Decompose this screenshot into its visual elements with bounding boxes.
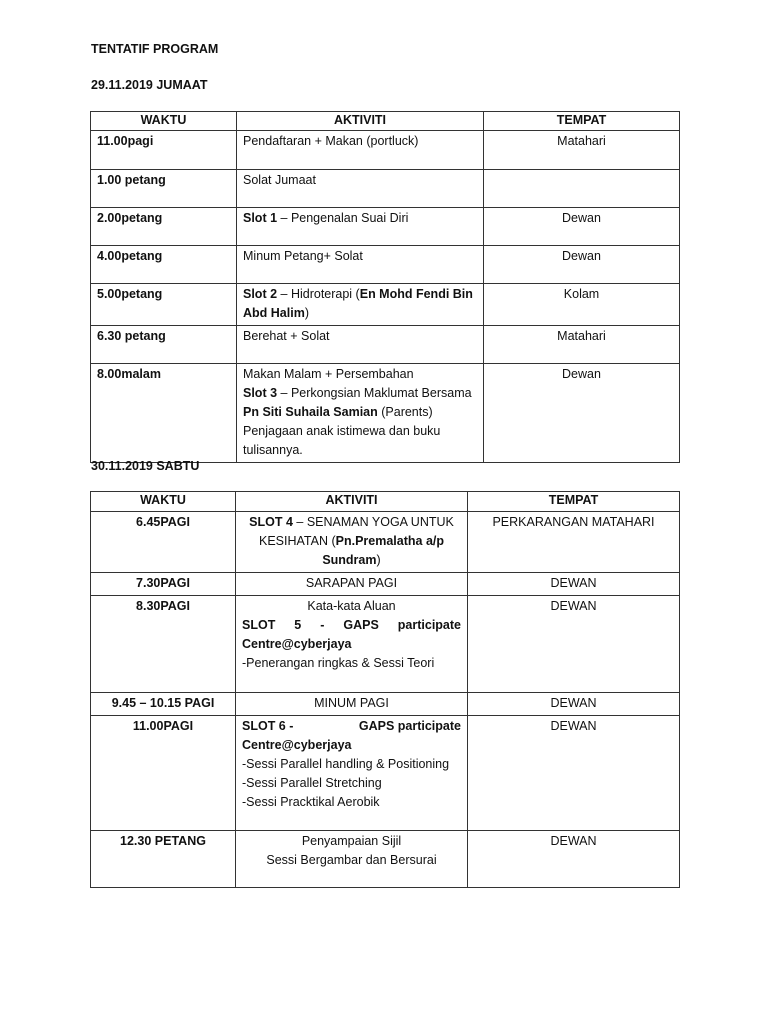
cell-aktiviti: SARAPAN PAGI [236,573,468,596]
header-tempat: TEMPAT [484,112,680,131]
cell-tempat: DEWAN [468,573,680,596]
cell-tempat: Matahari [484,131,680,170]
table-row [91,284,680,326]
cell-aktiviti [237,284,484,326]
table-row [91,246,680,284]
cell-tempat: DEWAN [468,596,680,693]
cell-waktu: 12.30 PETANG [91,831,236,888]
header-waktu: WAKTU [91,492,236,512]
cell-aktiviti [236,831,468,888]
cell-waktu: 11.00PAGI [91,716,236,831]
cell-aktiviti [237,208,484,246]
cell-tempat: Matahari [484,326,680,364]
slot-number: SLOT 6 - [242,719,294,733]
cell-waktu: 2.00petang [91,208,237,246]
header-aktiviti: AKTIVITI [237,112,484,131]
slot-venue: Centre@cyberjaya [242,738,352,752]
cell-aktiviti: Solat Jumaat [237,170,484,208]
slot-label: SLOT 4 [249,515,293,529]
cell-tempat: DEWAN [468,693,680,716]
day2-schedule-table [90,491,680,888]
slot-label: Slot 3 [243,386,278,400]
cell-tempat: PERKARANGAN MATAHARI [468,512,680,573]
cell-aktiviti [236,716,468,831]
activity-text: (Parents) Penjagaan anak istimewa dan buku tulisannya. [243,405,441,457]
table-row [91,512,680,573]
activity-text: – Perkongsian Maklumat Bersama [277,386,472,400]
document-title: TENTATIF PROGRAM [91,42,219,56]
table-row [91,208,680,246]
cell-tempat: DEWAN [468,716,680,831]
table-row [91,693,680,716]
cell-tempat: DEWAN [468,831,680,888]
cell-aktiviti [237,364,484,463]
activity-detail: -Sessi Parallel Stretching [242,776,382,790]
activity-detail: -Sessi Pracktikal Aerobik [242,795,380,809]
cell-aktiviti: Minum Petang+ Solat [237,246,484,284]
slot-label: Slot 1 [243,211,278,225]
slot-label [242,717,461,736]
activity-line: Sessi Bergambar dan Bersurai [266,853,437,867]
day2-heading: 30.11.2019 SABTU [91,459,200,473]
table-row [91,596,680,693]
cell-waktu: 5.00petang [91,284,237,326]
table-row [91,131,680,170]
table-header-row [91,492,680,512]
activity-detail: -Sessi Parallel handling & Positioning [242,757,450,771]
activity-text: – SENAMAN YOGA UNTUK KESIHATAN ( [258,515,454,548]
activity-text: – Hidroterapi ( [277,287,360,301]
cell-tempat: Kolam [484,284,680,326]
cell-tempat: Dewan [484,364,680,463]
speaker-name: Pn.Premalatha a/p Sundram [322,534,444,567]
header-aktiviti: AKTIVITI [236,492,468,512]
table-row [91,364,680,463]
table-row [91,326,680,364]
cell-aktiviti [236,512,468,573]
activity-text: ) [304,306,309,320]
cell-aktiviti: MINUM PAGI [236,693,468,716]
activity-line: Kata-kata Aluan [307,599,396,613]
slot-label: SLOT 5 - GAPS participate [242,618,461,632]
table-row [91,170,680,208]
activity-line: Penyampaian Sijil [301,834,402,848]
cell-waktu: 7.30PAGI [91,573,236,596]
activity-text: – Pengenalan Suai Diri [277,211,409,225]
cell-aktiviti: Berehat + Solat [237,326,484,364]
cell-waktu: 1.00 petang [91,170,237,208]
cell-waktu: 8.00malam [91,364,237,463]
table-header-row [91,112,680,131]
cell-waktu: 8.30PAGI [91,596,236,693]
activity-line: Makan Malam + Persembahan [243,367,414,381]
table-row [91,573,680,596]
cell-aktiviti [236,596,468,693]
cell-tempat [484,170,680,208]
cell-tempat: Dewan [484,208,680,246]
slot-venue: Centre@cyberjaya [242,637,352,651]
table-row [91,716,680,831]
speaker-name: En Mohd Fendi Bin Abd Halim [243,287,473,320]
cell-tempat: Dewan [484,246,680,284]
cell-waktu: 11.00pagi [91,131,237,170]
header-waktu: WAKTU [91,112,237,131]
day1-heading: 29.11.2019 JUMAAT [91,78,208,92]
speaker-name: Pn Siti Suhaila Samian [243,405,378,419]
cell-waktu: 9.45 – 10.15 PAGI [91,693,236,716]
table-row [91,831,680,888]
activity-detail: -Penerangan ringkas & Sessi Teori [242,656,435,670]
cell-aktiviti: Pendaftaran + Makan (portluck) [237,131,484,170]
activity-text: ) [376,553,381,567]
day1-schedule-table [90,111,680,463]
cell-waktu: 4.00petang [91,246,237,284]
cell-waktu: 6.30 petang [91,326,237,364]
slot-label: Slot 2 [243,287,278,301]
header-tempat: TEMPAT [468,492,680,512]
cell-waktu: 6.45PAGI [91,512,236,573]
slot-title: GAPS participate [358,719,461,733]
